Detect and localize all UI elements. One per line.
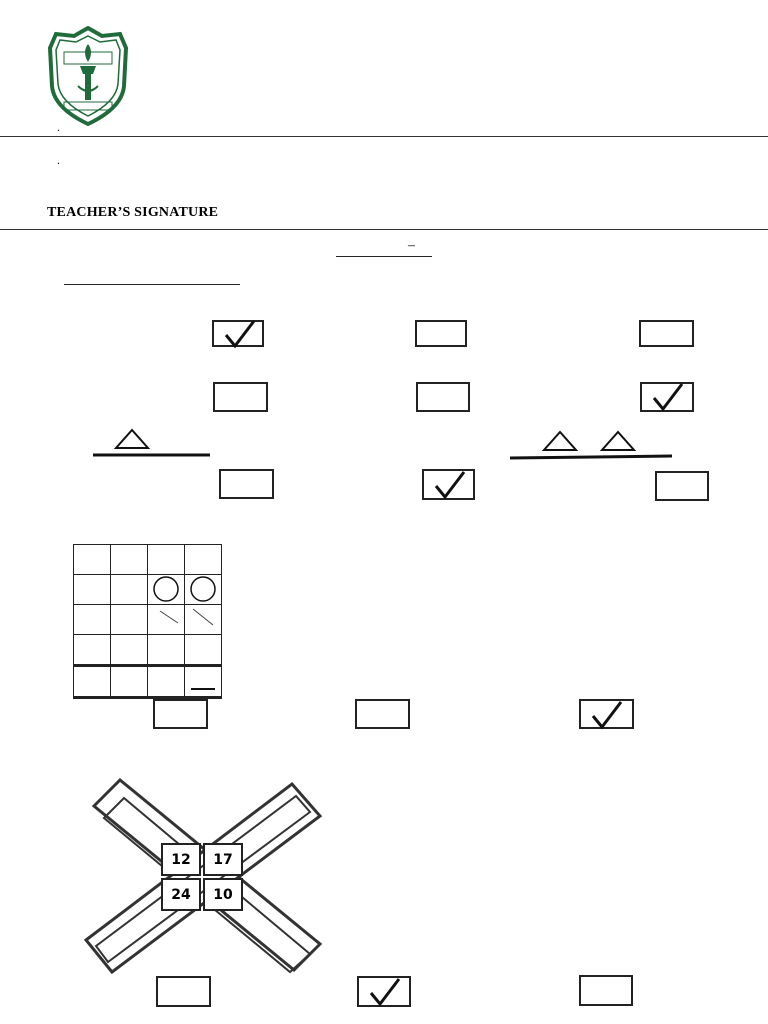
school-crest-icon [46,26,130,126]
stroke-icon [185,605,221,634]
circle-icon [148,575,184,604]
check-mark-icon [367,977,403,1007]
abacus-grid [73,544,222,699]
header-dot: . [57,120,60,134]
cross-number: 24 [161,878,201,911]
section-underline [64,284,240,285]
answer-box[interactable] [415,320,467,347]
answer-box[interactable] [355,699,410,729]
cross-number: 10 [203,878,243,911]
answer-box[interactable] [579,975,633,1006]
answer-box[interactable] [213,382,268,412]
title-underline [336,256,432,257]
cross-number: 12 [161,843,201,876]
answer-box[interactable] [219,469,274,499]
check-mark-icon [650,382,686,412]
stroke-icon [148,605,184,634]
answer-box[interactable] [153,699,208,729]
header-dot: . [57,153,60,167]
answer-box[interactable] [416,382,470,412]
header-divider-top [0,136,768,137]
answer-box[interactable] [640,382,694,412]
balance-figure-left [92,428,212,460]
cross-puzzle [84,776,328,976]
cross-number: 17 [203,843,243,876]
answer-box[interactable] [156,976,211,1007]
circle-icon [185,575,221,604]
answer-box[interactable] [639,320,694,347]
check-mark-icon [222,319,258,349]
answer-box[interactable] [422,469,475,500]
answer-box[interactable] [655,471,709,501]
dash-icon [185,667,221,696]
title-mark: – [408,238,415,253]
check-mark-icon [589,700,625,730]
teacher-signature-label: TEACHER’S SIGNATURE [47,205,219,220]
check-mark-icon [432,470,468,500]
header-divider-bottom [0,229,768,230]
balance-figure-right [508,430,676,464]
answer-box[interactable] [357,976,411,1007]
answer-box[interactable] [212,320,264,347]
answer-box[interactable] [579,699,634,729]
